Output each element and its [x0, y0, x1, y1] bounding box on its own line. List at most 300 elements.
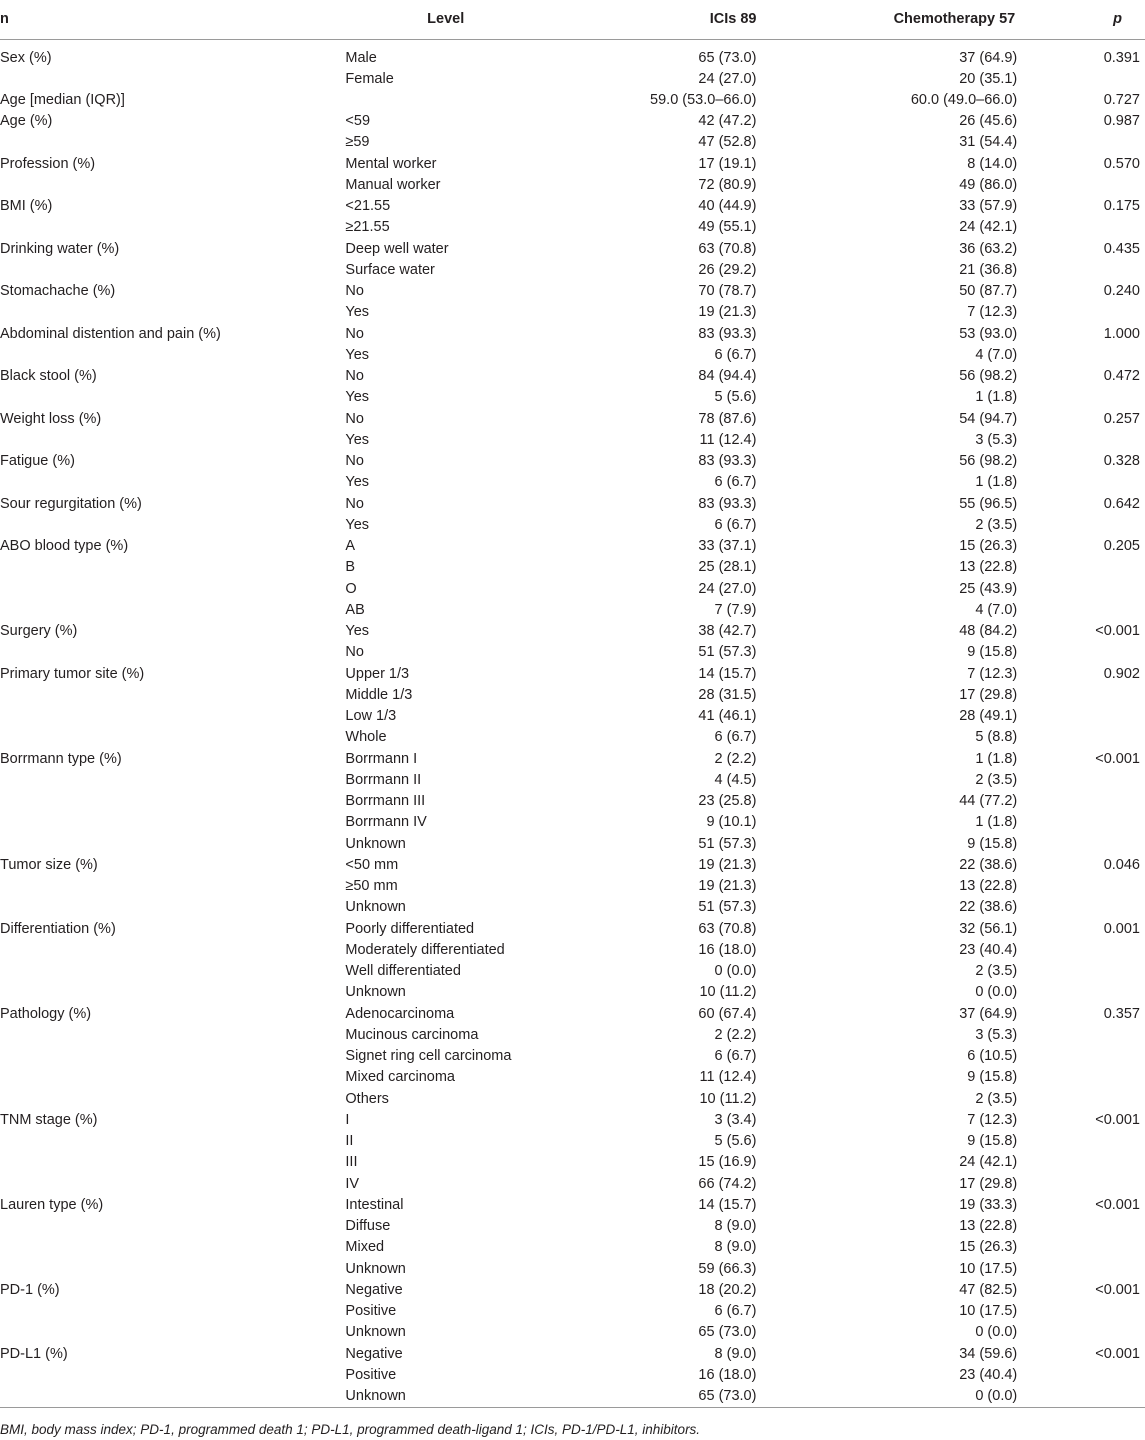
variable-cell: Age [median (IQR)] [0, 91, 125, 108]
chemotherapy-cell: 9 (15.8) [967, 835, 1018, 852]
table-row [0, 1344, 1145, 1365]
table-row [0, 472, 1145, 493]
table-row [0, 515, 1145, 536]
variable-cell [0, 982, 345, 1003]
p-value-cell: 0.175 [1103, 198, 1140, 215]
p-value-cell: <0.001 [1095, 1111, 1140, 1128]
variable-cell [0, 706, 345, 727]
table-row [0, 876, 1145, 897]
p-value-cell [1041, 132, 1145, 153]
table-footnote: BMI, body mass index; PD-1, programmed death 1; PD-L1, programmed death-ligand 1; ICIs, PD-1/PD-L1, inhibitors. [0, 1422, 701, 1437]
chemotherapy-cell: 9 (15.8) [967, 1069, 1018, 1086]
variable-cell [0, 1046, 345, 1067]
icis-cell: 83 (93.3) [698, 453, 757, 470]
table-row [0, 1386, 1145, 1408]
level-cell: B [345, 559, 356, 576]
variable-cell [0, 1216, 345, 1237]
table-row [0, 812, 1145, 833]
level-cell: AB [345, 601, 365, 618]
variable-cell: Age (%) [0, 113, 53, 130]
chemotherapy-cell: 37 (64.9) [959, 1005, 1018, 1022]
chemotherapy-cell: 7 (12.3) [967, 665, 1018, 682]
p-value-cell: 0.472 [1103, 368, 1140, 385]
table-row [0, 324, 1145, 345]
level-cell: <21.55 [345, 198, 391, 215]
table-row [0, 1110, 1145, 1131]
level-cell: No [345, 410, 364, 427]
chemotherapy-cell: 0 (0.0) [975, 1324, 1018, 1341]
level-cell: Unknown [345, 1324, 406, 1341]
table-row [0, 1067, 1145, 1088]
table-row [0, 855, 1145, 876]
icis-cell: 6 (6.7) [714, 1048, 757, 1065]
table-row [0, 430, 1145, 451]
variable-cell: Stomachache (%) [0, 283, 116, 300]
table-row [0, 1004, 1145, 1025]
p-value-cell: 0.257 [1103, 410, 1140, 427]
p-value-cell: 0.001 [1103, 920, 1140, 937]
level-cell: No [345, 644, 364, 661]
chemotherapy-cell: 1 (1.8) [975, 814, 1018, 831]
header-row [0, 0, 1145, 39]
icis-cell: 47 (52.8) [698, 134, 757, 151]
variable-cell: Tumor size (%) [0, 856, 98, 873]
level-cell: Unknown [345, 899, 406, 916]
table-row [0, 727, 1145, 748]
icis-cell: 6 (6.7) [714, 346, 757, 363]
chemotherapy-cell: 4 (7.0) [975, 601, 1018, 618]
chemotherapy-cell: 15 (26.3) [959, 538, 1018, 555]
variable-cell [0, 1131, 345, 1152]
level-cell: Whole [345, 729, 387, 746]
level-cell: Borrmann I [345, 750, 418, 767]
icis-cell: 2 (2.2) [714, 750, 757, 767]
chemotherapy-cell: 54 (94.7) [959, 410, 1018, 427]
level-cell: A [345, 538, 356, 555]
table-row [0, 90, 1145, 111]
variable-cell [0, 1089, 345, 1110]
chemotherapy-cell: 6 (10.5) [967, 1048, 1018, 1065]
table-header [0, 0, 1145, 39]
chemotherapy-cell: 7 (12.3) [967, 1111, 1018, 1128]
chemotherapy-cell: 3 (5.3) [975, 1026, 1018, 1043]
p-value-cell [1041, 982, 1145, 1003]
variable-cell [0, 69, 345, 90]
p-value-cell: 0.570 [1103, 155, 1140, 172]
p-value-cell [1041, 557, 1145, 578]
variable-cell: ABO blood type (%) [0, 538, 129, 555]
table-row [0, 749, 1145, 770]
header-icis: ICIs 89 [709, 11, 757, 28]
chemotherapy-cell: 9 (15.8) [967, 644, 1018, 661]
level-cell: ≥21.55 [345, 219, 390, 236]
variable-cell [0, 472, 345, 493]
variable-cell: Borrmann type (%) [0, 750, 122, 767]
icis-cell: 41 (46.1) [698, 708, 757, 725]
chemotherapy-cell: 8 (14.0) [967, 155, 1018, 172]
variable-cell [0, 1237, 345, 1258]
icis-cell: 8 (9.0) [714, 1218, 757, 1235]
table-row [0, 536, 1145, 557]
p-value-cell: <0.001 [1095, 623, 1140, 640]
icis-cell: 24 (27.0) [698, 580, 757, 597]
level-cell: Mixed carcinoma [345, 1069, 455, 1086]
table-row [0, 557, 1145, 578]
icis-cell: 24 (27.0) [698, 70, 757, 87]
variable-cell [0, 1259, 345, 1280]
level-cell: Mental worker [345, 155, 437, 172]
p-value-cell [1041, 472, 1145, 493]
variable-cell [0, 876, 345, 897]
p-value-cell [1041, 685, 1145, 706]
icis-cell: 16 (18.0) [698, 1366, 757, 1383]
p-value-cell [1041, 600, 1145, 621]
icis-cell: 83 (93.3) [698, 325, 757, 342]
variable-cell [0, 175, 345, 196]
p-value-cell [1041, 1131, 1145, 1152]
header-level: Level [427, 11, 465, 28]
icis-cell: 15 (16.9) [698, 1154, 757, 1171]
level-cell: No [345, 453, 364, 470]
p-value-cell [1041, 1046, 1145, 1067]
table-row [0, 642, 1145, 663]
icis-cell: 17 (19.1) [698, 155, 757, 172]
level-cell: Middle 1/3 [345, 686, 413, 703]
variable-cell: Pathology (%) [0, 1005, 92, 1022]
variable-cell [0, 961, 345, 982]
level-cell: Signet ring cell carcinoma [345, 1048, 512, 1065]
table-row [0, 260, 1145, 281]
variable-cell [0, 1301, 345, 1322]
variable-cell: Abdominal distention and pain (%) [0, 325, 221, 342]
level-cell: Positive [345, 1303, 397, 1320]
variable-cell [0, 557, 345, 578]
p-value-cell [1041, 1322, 1145, 1343]
table-row [0, 940, 1145, 961]
header-p-value: p [1113, 11, 1122, 28]
table-row [0, 664, 1145, 685]
icis-cell: 59.0 (53.0–66.0) [650, 91, 757, 108]
icis-cell: 2 (2.2) [714, 1026, 757, 1043]
p-value-cell [1041, 961, 1145, 982]
level-cell: <59 [345, 113, 371, 130]
chemotherapy-cell: 22 (38.6) [959, 856, 1018, 873]
icis-cell: 83 (93.3) [698, 495, 757, 512]
table-row [0, 1259, 1145, 1280]
level-cell: Diffuse [345, 1218, 391, 1235]
level-cell: Unknown [345, 1388, 406, 1404]
icis-cell: 65 (73.0) [698, 49, 757, 66]
p-value-cell [1041, 1152, 1145, 1173]
icis-cell: 5 (5.6) [714, 389, 757, 406]
variable-cell [0, 791, 345, 812]
icis-cell: 63 (70.8) [698, 240, 757, 257]
p-value-cell: 0.240 [1103, 283, 1140, 300]
icis-cell: 6 (6.7) [714, 516, 757, 533]
variable-cell: Differentiation (%) [0, 920, 116, 937]
table-row [0, 1216, 1145, 1237]
chemotherapy-cell: 9 (15.8) [967, 1133, 1018, 1150]
chemotherapy-cell: 4 (7.0) [975, 346, 1018, 363]
variable-cell: PD-L1 (%) [0, 1345, 68, 1362]
level-cell: Yes [345, 431, 370, 448]
table-body [0, 39, 1145, 1408]
level-cell: Deep well water [345, 240, 449, 257]
icis-cell: 78 (87.6) [698, 410, 757, 427]
variable-cell [0, 685, 345, 706]
level-cell: Moderately differentiated [345, 941, 505, 958]
level-cell: No [345, 325, 364, 342]
chemotherapy-cell: 19 (33.3) [959, 1196, 1018, 1213]
variable-cell [0, 579, 345, 600]
icis-cell: 84 (94.4) [698, 368, 757, 385]
table-row [0, 1174, 1145, 1195]
chemotherapy-cell: 23 (40.4) [959, 941, 1018, 958]
icis-cell: 63 (70.8) [698, 920, 757, 937]
level-cell: Borrmann II [345, 771, 422, 788]
table-row [0, 897, 1145, 918]
variable-cell [0, 1067, 345, 1088]
level-cell: <50 mm [345, 856, 399, 873]
icis-cell: 19 (21.3) [698, 856, 757, 873]
icis-cell: 6 (6.7) [714, 474, 757, 491]
chemotherapy-cell: 36 (63.2) [959, 240, 1018, 257]
p-value-cell: 0.642 [1103, 495, 1140, 512]
level-cell: Yes [345, 516, 370, 533]
chemotherapy-cell: 47 (82.5) [959, 1281, 1018, 1298]
chemotherapy-cell: 2 (3.5) [975, 1090, 1018, 1107]
table-row [0, 111, 1145, 132]
p-value-cell: 0.727 [1103, 91, 1140, 108]
chemotherapy-cell: 28 (49.1) [959, 708, 1018, 725]
header-variable: n [0, 11, 9, 28]
table-row [0, 239, 1145, 260]
chemotherapy-cell: 23 (40.4) [959, 1366, 1018, 1383]
level-cell: Borrmann III [345, 793, 426, 810]
variable-cell [0, 260, 345, 281]
level-cell [345, 90, 575, 111]
p-value-cell [1041, 727, 1145, 748]
icis-cell: 65 (73.0) [698, 1388, 757, 1404]
variable-cell [0, 430, 345, 451]
icis-cell: 14 (15.7) [698, 665, 757, 682]
icis-cell: 51 (57.3) [698, 899, 757, 916]
p-value-cell: <0.001 [1095, 1196, 1140, 1213]
level-cell: III [345, 1154, 358, 1171]
p-value-cell [1041, 430, 1145, 451]
table-row [0, 451, 1145, 472]
p-value-cell: <0.001 [1095, 750, 1140, 767]
table-row [0, 494, 1145, 515]
level-cell: No [345, 368, 364, 385]
p-value-cell [1041, 302, 1145, 323]
icis-cell: 42 (47.2) [698, 113, 757, 130]
p-value-cell [1041, 706, 1145, 727]
icis-cell: 40 (44.9) [698, 198, 757, 215]
chemotherapy-cell: 22 (38.6) [959, 899, 1018, 916]
variable-cell [0, 642, 345, 663]
table-row [0, 132, 1145, 153]
level-cell: Unknown [345, 1260, 406, 1277]
level-cell: Unknown [345, 984, 406, 1001]
variable-cell [0, 1025, 345, 1046]
variable-cell [0, 1322, 345, 1343]
p-value-cell: 0.205 [1103, 538, 1140, 555]
variable-cell [0, 600, 345, 621]
p-value-cell: <0.001 [1095, 1281, 1140, 1298]
icis-cell: 10 (11.2) [699, 984, 757, 1001]
variable-cell: Surgery (%) [0, 623, 78, 640]
table-row [0, 961, 1145, 982]
level-cell: II [345, 1133, 354, 1150]
level-cell: Well differentiated [345, 963, 461, 980]
table-row [0, 196, 1145, 217]
icis-cell: 33 (37.1) [698, 538, 757, 555]
p-value-cell [1041, 812, 1145, 833]
p-value-cell: <0.001 [1095, 1345, 1140, 1362]
variable-cell [0, 132, 345, 153]
level-cell: Negative [345, 1345, 403, 1362]
level-cell: Others [345, 1090, 389, 1107]
icis-cell: 49 (55.1) [698, 219, 757, 236]
header-chemotherapy: Chemotherapy 57 [893, 11, 1016, 28]
variable-cell [0, 1386, 345, 1408]
variable-cell [0, 897, 345, 918]
icis-cell: 19 (21.3) [698, 878, 757, 895]
chemotherapy-cell: 34 (59.6) [959, 1345, 1018, 1362]
table-row [0, 302, 1145, 323]
level-cell: O [345, 580, 357, 597]
chemotherapy-cell: 21 (36.8) [959, 261, 1018, 278]
level-cell: Yes [345, 304, 370, 321]
p-value-cell [1041, 1237, 1145, 1258]
p-value-cell [1041, 1386, 1145, 1408]
table-row [0, 1237, 1145, 1258]
icis-cell: 23 (25.8) [698, 793, 757, 810]
level-cell: Yes [345, 346, 370, 363]
table-row [0, 281, 1145, 302]
level-cell: Yes [345, 389, 370, 406]
p-value-cell [1041, 897, 1145, 918]
variable-cell: Weight loss (%) [0, 410, 102, 427]
icis-cell: 60 (67.4) [698, 1005, 757, 1022]
p-value-cell [1041, 1259, 1145, 1280]
icis-cell: 51 (57.3) [698, 835, 757, 852]
table-row [0, 366, 1145, 387]
level-cell: Unknown [345, 835, 406, 852]
table-row [0, 600, 1145, 621]
icis-cell: 11 (12.4) [699, 1069, 757, 1086]
p-value-cell [1041, 579, 1145, 600]
chemotherapy-cell: 25 (43.9) [959, 580, 1018, 597]
icis-cell: 65 (73.0) [698, 1324, 757, 1341]
variable-cell: Profession (%) [0, 155, 96, 172]
level-cell: Mixed [345, 1239, 385, 1256]
level-cell: Poorly differentiated [345, 920, 475, 937]
chemotherapy-cell: 17 (29.8) [959, 1175, 1018, 1192]
chemotherapy-cell: 24 (42.1) [959, 1154, 1018, 1171]
variable-cell: Fatigue (%) [0, 453, 75, 470]
chemotherapy-cell: 0 (0.0) [975, 984, 1018, 1001]
table-row [0, 1365, 1145, 1386]
table-row [0, 1131, 1145, 1152]
p-value-cell [1041, 1025, 1145, 1046]
p-value-cell [1041, 1067, 1145, 1088]
icis-cell: 19 (21.3) [698, 304, 757, 321]
chemotherapy-cell: 7 (12.3) [967, 304, 1018, 321]
icis-cell: 66 (74.2) [698, 1175, 757, 1192]
icis-cell: 7 (7.9) [714, 601, 757, 618]
p-value-cell [1041, 1216, 1145, 1237]
variable-cell: Sour regurgitation (%) [0, 495, 142, 512]
variable-cell [0, 217, 345, 238]
chemotherapy-cell: 0 (0.0) [975, 1388, 1018, 1404]
table-row [0, 387, 1145, 408]
table-row [0, 409, 1145, 430]
chemotherapy-cell: 10 (17.5) [959, 1260, 1018, 1277]
icis-cell: 16 (18.0) [698, 941, 757, 958]
p-value-cell [1041, 175, 1145, 196]
icis-cell: 4 (4.5) [714, 771, 757, 788]
p-value-cell [1041, 1089, 1145, 1110]
p-value-cell [1041, 217, 1145, 238]
level-cell: ≥50 mm [345, 878, 398, 895]
variable-cell [0, 345, 345, 366]
table-row [0, 791, 1145, 812]
icis-cell: 72 (80.9) [698, 176, 757, 193]
icis-cell: 28 (31.5) [698, 686, 757, 703]
level-cell: Low 1/3 [345, 708, 397, 725]
icis-cell: 25 (28.1) [698, 559, 757, 576]
p-value-cell: 0.902 [1103, 665, 1140, 682]
table-row [0, 982, 1145, 1003]
level-cell: Male [345, 49, 377, 66]
p-value-cell: 0.046 [1103, 856, 1140, 873]
table-row [0, 1152, 1145, 1173]
chemotherapy-cell: 49 (86.0) [959, 176, 1018, 193]
chemotherapy-cell: 17 (29.8) [959, 686, 1018, 703]
chemotherapy-cell: 37 (64.9) [959, 49, 1018, 66]
p-value-cell [1041, 834, 1145, 855]
variable-cell [0, 387, 345, 408]
p-value-cell: 1.000 [1103, 325, 1140, 342]
icis-cell: 14 (15.7) [698, 1196, 757, 1213]
variable-cell: Lauren type (%) [0, 1196, 104, 1213]
table-row [0, 919, 1145, 940]
chemotherapy-cell: 3 (5.3) [975, 431, 1018, 448]
p-value-cell [1041, 770, 1145, 791]
variable-cell: Sex (%) [0, 49, 52, 66]
level-cell: Upper 1/3 [345, 665, 410, 682]
level-cell: No [345, 283, 364, 300]
level-cell: Mucinous carcinoma [345, 1026, 479, 1043]
table-row [0, 154, 1145, 175]
table-row [0, 770, 1145, 791]
chemotherapy-cell: 60.0 (49.0–66.0) [910, 91, 1018, 108]
level-cell: Adenocarcinoma [345, 1005, 455, 1022]
icis-cell: 51 (57.3) [698, 644, 757, 661]
level-cell: No [345, 495, 364, 512]
chemotherapy-cell: 56 (98.2) [959, 453, 1018, 470]
variable-cell: Black stool (%) [0, 368, 97, 385]
variable-cell [0, 1174, 345, 1195]
icis-cell: 9 (10.1) [706, 814, 757, 831]
icis-cell: 10 (11.2) [699, 1090, 757, 1107]
level-cell: I [345, 1111, 350, 1128]
variable-cell: Drinking water (%) [0, 240, 120, 257]
level-cell: Negative [345, 1281, 403, 1298]
chemotherapy-cell: 48 (84.2) [959, 623, 1018, 640]
